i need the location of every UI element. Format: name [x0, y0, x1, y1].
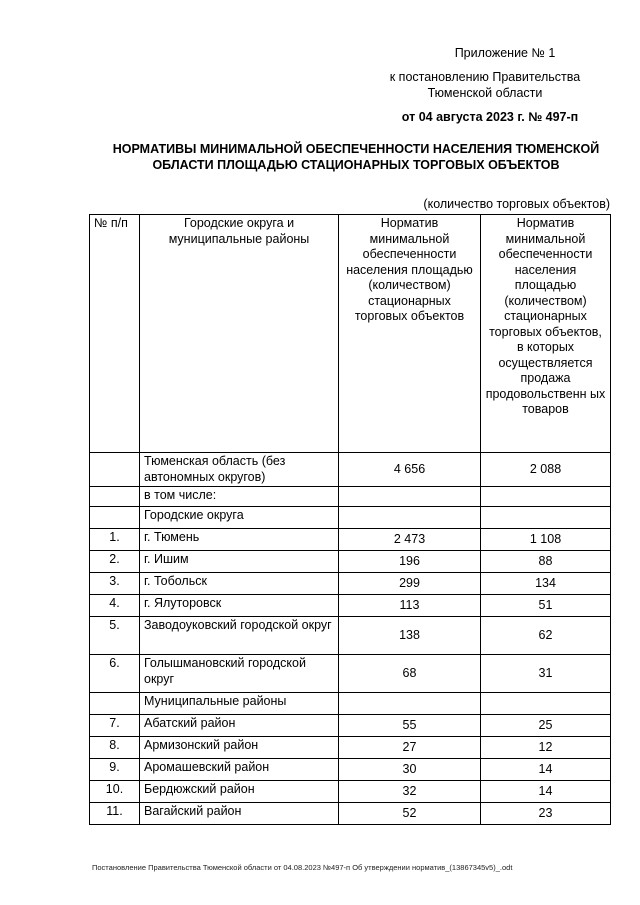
- table-row: [90, 655, 611, 693]
- units-note: (количество торговых объектов): [423, 197, 610, 211]
- resolution-line-2: Тюменской области: [427, 86, 543, 100]
- row-district-name: Вагайский район: [140, 803, 339, 825]
- row-number: 10.: [90, 781, 140, 803]
- row-total-value: 4 656: [339, 453, 481, 487]
- row-food-value: 23: [481, 803, 611, 825]
- row-food-value: [481, 693, 611, 715]
- row-district-name: Голышмановский городской округ: [140, 655, 339, 693]
- row-number: 9.: [90, 759, 140, 781]
- row-total-value: 30: [339, 759, 481, 781]
- row-number: 8.: [90, 737, 140, 759]
- row-total-value: 55: [339, 715, 481, 737]
- appendix-label: Приложение № 1: [454, 46, 556, 60]
- row-food-value: [481, 487, 611, 507]
- row-food-value: 62: [481, 617, 611, 655]
- row-food-value: 12: [481, 737, 611, 759]
- row-number: 7.: [90, 715, 140, 737]
- table-row: [90, 573, 611, 595]
- row-number: [90, 507, 140, 529]
- resolution-reference: [370, 69, 600, 101]
- table-row: [90, 487, 611, 507]
- row-number: [90, 693, 140, 715]
- row-district-name: Бердюжский район: [140, 781, 339, 803]
- row-number: 5.: [90, 617, 140, 655]
- col-header-number: № п/п: [90, 215, 140, 453]
- table-row: [90, 759, 611, 781]
- row-number: 11.: [90, 803, 140, 825]
- row-total-value: 299: [339, 573, 481, 595]
- row-number: 4.: [90, 595, 140, 617]
- table-row: [90, 781, 611, 803]
- row-number: 1.: [90, 529, 140, 551]
- row-total-value: 196: [339, 551, 481, 573]
- row-food-value: 1 108: [481, 529, 611, 551]
- row-total-value: [339, 487, 481, 507]
- row-total-value: [339, 693, 481, 715]
- table-row: [90, 551, 611, 573]
- table-row: [90, 595, 611, 617]
- row-district-name: Аромашевский район: [140, 759, 339, 781]
- row-district-name: Городские округа: [140, 507, 339, 529]
- row-food-value: 14: [481, 781, 611, 803]
- document-title: НОРМАТИВЫ МИНИМАЛЬНОЙ ОБЕСПЕЧЕННОСТИ НАСЕЛЕНИЯ ТЮМЕНСКОЙ ОБЛАСТИ ПЛОЩАДЬЮ СТАЦИОНАРНЫХ ТОРГОВЫХ ОБЪЕКТОВ: [112, 142, 600, 172]
- row-district-name: г. Ялуторовск: [140, 595, 339, 617]
- table-row: [90, 507, 611, 529]
- row-food-value: 88: [481, 551, 611, 573]
- row-district-name: Армизонский район: [140, 737, 339, 759]
- row-district-name: г. Ишим: [140, 551, 339, 573]
- document-footer: Постановление Правительства Тюменской области от 04.08.2023 №497-п Об утверждении норматив_(13867345v5)_.odt: [92, 863, 513, 872]
- table-row: [90, 715, 611, 737]
- resolution-date: от 04 августа 2023 г. № 497-п: [401, 110, 579, 124]
- col-header-district: Городские округа и муниципальные районы: [140, 215, 339, 453]
- row-district-name: Заводоуковский городской округ: [140, 617, 339, 655]
- table-header-row: [90, 215, 611, 453]
- row-food-value: 2 088: [481, 453, 611, 487]
- row-food-value: [481, 507, 611, 529]
- row-number: [90, 487, 140, 507]
- row-total-value: 27: [339, 737, 481, 759]
- row-district-name: Тюменская область (без автономных округов): [140, 453, 339, 487]
- row-number: 6.: [90, 655, 140, 693]
- table-row: [90, 617, 611, 655]
- row-number: 2.: [90, 551, 140, 573]
- row-district-name: г. Тюмень: [140, 529, 339, 551]
- row-total-value: 2 473: [339, 529, 481, 551]
- row-district-name: г. Тобольск: [140, 573, 339, 595]
- row-total-value: 68: [339, 655, 481, 693]
- table-row: [90, 803, 611, 825]
- row-total-value: 138: [339, 617, 481, 655]
- col-header-total-standard: Норматив минимальной обеспеченности населения площадью (количеством) стационарных торговых объектов: [339, 215, 481, 453]
- row-district-name: в том числе:: [140, 487, 339, 507]
- row-district-name: Муниципальные районы: [140, 693, 339, 715]
- row-food-value: 14: [481, 759, 611, 781]
- resolution-line-1: к постановлению Правительства: [389, 70, 581, 84]
- row-district-name: Абатский район: [140, 715, 339, 737]
- row-total-value: 52: [339, 803, 481, 825]
- row-total-value: [339, 507, 481, 529]
- row-food-value: 25: [481, 715, 611, 737]
- table-row: [90, 693, 611, 715]
- col-header-food-standard: Норматив минимальной обеспеченности населения площадью (количеством) стационарных торговых объектов, в которых осуществляется продажа продовольственн ых товаров: [481, 215, 611, 453]
- table-row: [90, 529, 611, 551]
- table-row: [90, 737, 611, 759]
- row-food-value: 51: [481, 595, 611, 617]
- row-food-value: 134: [481, 573, 611, 595]
- row-food-value: 31: [481, 655, 611, 693]
- row-number: 3.: [90, 573, 140, 595]
- table-row: [90, 453, 611, 487]
- standards-table: [89, 214, 611, 825]
- row-number: [90, 453, 140, 487]
- row-total-value: 32: [339, 781, 481, 803]
- row-total-value: 113: [339, 595, 481, 617]
